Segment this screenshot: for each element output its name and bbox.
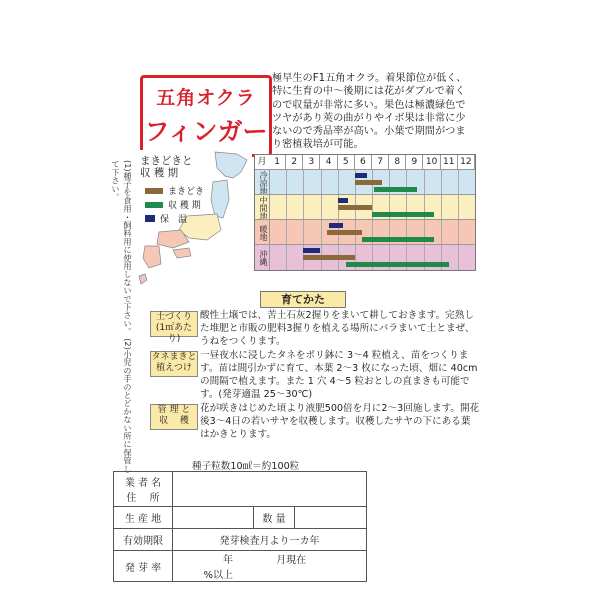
calendar-gridline [303, 220, 304, 245]
calendar-month-2: 2 [286, 155, 303, 169]
quantity-value-cell [295, 507, 367, 529]
calendar-bar-sow [303, 255, 355, 260]
germination-year: 年 [223, 555, 233, 566]
legend-title-line2: 収 穫 期 [140, 167, 179, 179]
calendar-bar-sow [355, 180, 382, 185]
calendar-gridline [458, 220, 459, 245]
row-text-soil: 酸性土壌では、苦土石灰2握りをまいて耕しておきます。完熟した堆肥と市販の肥料3握りを植える場所にバラまいて土とまぜ、うねをつくります。 [200, 310, 475, 347]
calendar-gridline [286, 220, 287, 245]
section-header: 育てかた [260, 291, 346, 308]
calendar-region-row [255, 244, 475, 270]
calendar-bar-harvest [372, 212, 434, 217]
calendar-bar-sow [338, 205, 372, 210]
seed-count: 種子粒数10㎖＝約100粒 [192, 461, 300, 472]
side-note: (1)種子を食用・飼料用に使用しないで下さい。 (2)小児の手のとどかない所に保管して下さい。 [111, 160, 133, 473]
calendar-region-label: 冷涼地 [255, 170, 270, 195]
calendar-bar-keep [338, 198, 348, 203]
calendar-region-label: 暖地 [255, 220, 270, 245]
calendar-bar-keep [303, 248, 320, 253]
legend-title-line1: まきどきと [140, 155, 193, 167]
calendar-month-7: 7 [372, 155, 389, 169]
planting-calendar [254, 154, 476, 271]
expiry-value: 発芽検査月より一カ年 [173, 529, 367, 551]
row-label-care-line1: 管 理 と [157, 405, 191, 415]
legend-item-sowing [145, 184, 204, 197]
calendar-gridline [441, 220, 442, 245]
calendar-region-row [255, 219, 475, 245]
product-info-table [113, 471, 367, 582]
calendar-month-3: 3 [303, 155, 320, 169]
calendar-region-label: 中間地 [255, 195, 270, 220]
row-label-care-line2: 収 穫 [159, 416, 189, 426]
calendar-bar-harvest [362, 237, 434, 242]
calendar-bar-harvest [346, 262, 449, 267]
germination-label: 発 芽 率 [114, 551, 173, 582]
calendar-gridline [458, 195, 459, 220]
product-name: フィンガー [144, 117, 268, 146]
expiry-label: 有効期限 [114, 529, 173, 551]
business-label-cell [114, 472, 173, 507]
calendar-gridline [286, 245, 287, 270]
calendar-bar-keep [329, 223, 343, 228]
row-label-care [150, 404, 198, 430]
calendar-month-1: 1 [269, 155, 286, 169]
calendar-month-10: 10 [424, 155, 441, 169]
calendar-gridline [338, 170, 339, 195]
row-label-soil-line1: 土づくり [155, 312, 192, 322]
germination-month: 月現在 [276, 555, 307, 566]
origin-label: 生 産 地 [114, 507, 173, 529]
calendar-month-header: 月 [255, 155, 270, 169]
quantity-label: 数 量 [254, 507, 295, 529]
table-row-origin [114, 507, 367, 529]
calendar-month-8: 8 [389, 155, 406, 169]
legend-item-harvest [145, 198, 201, 211]
legend-swatch-keep-warm [145, 215, 155, 222]
row-label-soil [150, 311, 198, 344]
legend-item-keep-warm [145, 212, 187, 225]
germination-percent: %以上 [203, 570, 233, 581]
table-row-germination [114, 551, 367, 582]
legend-label-keep-warm: 保 温 [160, 215, 188, 225]
table-row-business [114, 472, 367, 507]
calendar-gridline [321, 220, 322, 245]
row-label-sowing [150, 351, 198, 377]
calendar-gridline [424, 170, 425, 195]
calendar-month-4: 4 [321, 155, 338, 169]
calendar-month-12: 12 [458, 155, 475, 169]
product-title-box [140, 75, 272, 157]
germination-value-cell [173, 551, 367, 582]
calendar-gridline [303, 195, 304, 220]
calendar-bar-harvest [374, 187, 417, 192]
row-label-sowing-line2: 植えつけ [156, 363, 192, 373]
legend-title [140, 155, 193, 179]
row-text-sowing: 一昼夜水に浸したタネをポリ鉢に 3～4 粒植え、苗をつくります。苗は間引かずに育て、本葉 2～3 枚になった頃、畑に 40cm の間隔で植えます。また 1 穴 4～5 粒おとしの直まきも可能です。(発芽適温 25～30℃) [200, 350, 478, 400]
business-value-cell [173, 472, 367, 507]
calendar-bar-keep [355, 173, 367, 178]
calendar-gridline [303, 170, 304, 195]
origin-value-cell [173, 507, 254, 529]
legend-swatch-harvest [145, 202, 163, 208]
table-row-expiry [114, 529, 367, 551]
calendar-region-row [255, 169, 475, 195]
calendar-gridline [441, 195, 442, 220]
calendar-gridline [286, 170, 287, 195]
legend-label-sowing: まきどき [168, 187, 205, 197]
business-label-2: 住 所 [126, 493, 160, 504]
calendar-gridline [286, 195, 287, 220]
product-type: 五角オクラ [156, 87, 256, 109]
calendar-month-6: 6 [355, 155, 372, 169]
calendar-month-9: 9 [406, 155, 423, 169]
calendar-gridline [441, 170, 442, 195]
calendar-month-5: 5 [338, 155, 355, 169]
legend-swatch-sowing [145, 188, 163, 194]
legend-label-harvest: 収 穫 期 [168, 201, 201, 211]
calendar-gridline [321, 170, 322, 195]
calendar-region-label: 沖縄 [255, 245, 270, 270]
business-label-1: 業 者 名 [124, 478, 162, 489]
row-label-soil-line2: (1㎡あたり) [155, 323, 193, 344]
row-label-sowing-line1: タネまきと [151, 352, 197, 362]
calendar-bar-sow [327, 230, 361, 235]
calendar-month-11: 11 [441, 155, 458, 169]
calendar-region-row [255, 194, 475, 220]
calendar-gridline [321, 195, 322, 220]
calendar-gridline [458, 170, 459, 195]
row-text-care: 花が咲きはじめた頃より液肥500倍を月に2～3回施します。開花後3～4日の若いサヤを収穫します。収穫したサヤの下にある葉はかきとります。 [200, 403, 480, 440]
product-description: 極早生のF1五角オクラ。着果節位が低く、特に生育の中～後期には花がダブルで着くので収量が非常に多い。果色は極濃緑色でツヤがあり莢の曲がりやイボ果は非常に少ないので秀品率が高い。小葉で期間がつまり密植栽培が可能。 [272, 73, 467, 151]
calendar-gridline [458, 245, 459, 270]
